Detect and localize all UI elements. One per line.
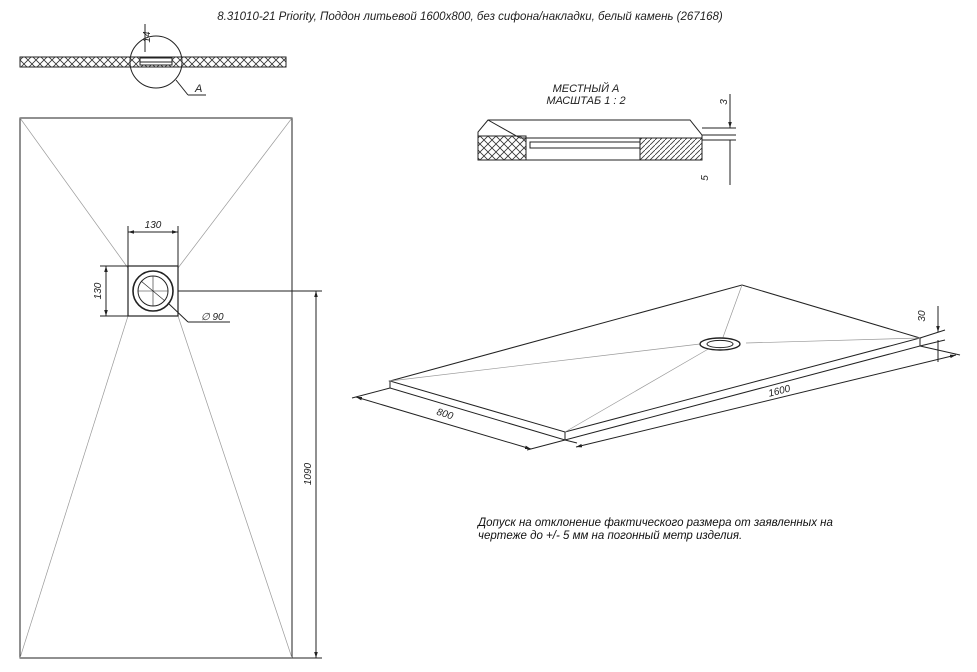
isometric-view: [352, 285, 960, 450]
drawing-title: 8.31010-21 Priority, Поддон литьевой 1600х800, без сифона/накладки, белый камень (267168): [217, 11, 723, 23]
iso-width-label: 800: [435, 406, 455, 423]
section-view: [20, 24, 286, 95]
section-thickness-label: 14: [142, 31, 153, 43]
detail-top-label: 3: [719, 99, 730, 105]
detail-bottom-label: 5: [700, 175, 711, 181]
plan-view: [20, 118, 322, 658]
drain-width-label: 130: [144, 220, 162, 231]
tolerance-note-line1: Допуск на отклонение фактического размера от заявленных на: [478, 517, 833, 529]
drain-diameter-label: ∅ 90: [201, 312, 224, 323]
iso-drain-outer: [700, 338, 740, 350]
detail-a-view: [478, 94, 736, 185]
drain-height-label: 130: [93, 282, 104, 300]
iso-length-label: 1600: [767, 383, 792, 400]
detail-title-line1: МЕСТНЫЙ А: [552, 83, 620, 95]
iso-height-label: 30: [917, 310, 928, 322]
tolerance-note: [478, 517, 898, 543]
tolerance-note-line2: чертеже до +/- 5 мм на погонный метр изделия.: [478, 530, 743, 542]
plan-length-label: 1090: [303, 462, 314, 486]
section-marker-label: А: [195, 83, 203, 95]
detail-title-line2: МАСШТАБ 1 : 2: [546, 95, 626, 107]
